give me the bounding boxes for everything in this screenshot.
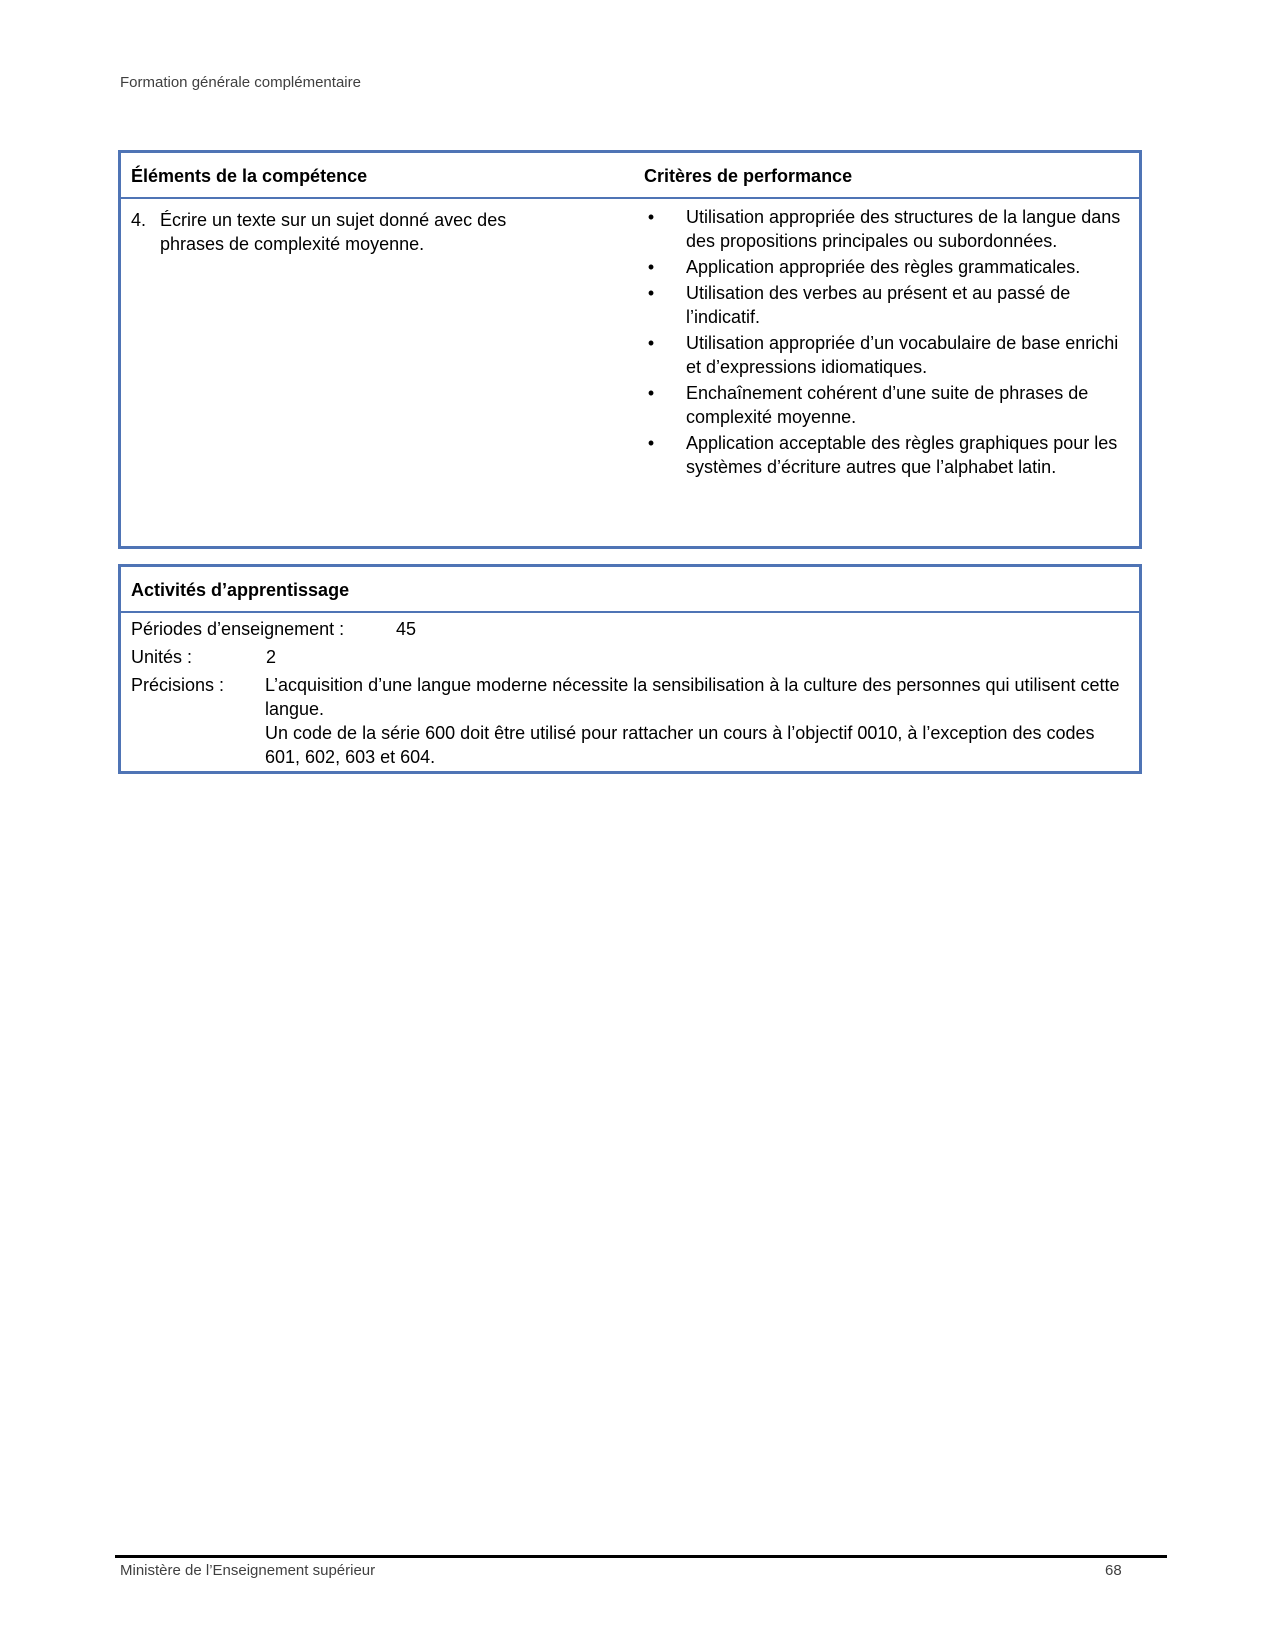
bullet-icon: • [647, 333, 655, 353]
activites-table-header [121, 567, 1139, 613]
unites-label: Unités : [131, 647, 193, 667]
competence-table-header [121, 153, 1139, 199]
bullet-icon: • [647, 383, 655, 403]
footer-divider [115, 1555, 1167, 1558]
critere-item [644, 431, 1134, 479]
criteres-list [644, 205, 1134, 481]
precision-paragraph: Un code de la série 600 doit être utilisé pour rattacher un cours à l’objectif 0010, à l’exception des codes 601, 602, 603 et 604. [265, 723, 1095, 767]
bullet-icon: • [647, 257, 655, 277]
periodes-value: 45 [396, 619, 417, 639]
critere-text: Utilisation appropriée des structures de la langue dans des propositions principales ou subordonnées. [686, 207, 1121, 251]
col-header-elements: Éléments de la compétence [131, 166, 368, 186]
element-number: 4. [131, 210, 147, 230]
precisions-label: Précisions : [131, 675, 225, 695]
footer-ministry: Ministère de l’Enseignement supérieur [120, 1562, 376, 1579]
competence-table [118, 150, 1142, 549]
unites-value: 2 [266, 647, 277, 667]
critere-item [644, 255, 1134, 279]
bullet-icon: • [647, 283, 655, 303]
critere-text: Utilisation appropriée d’un vocabulaire de base enrichi et d’expressions idiomatiques. [686, 333, 1119, 377]
critere-text: Enchaînement cohérent d’une suite de phrases de complexité moyenne. [686, 383, 1089, 427]
critere-item [644, 205, 1134, 253]
element-text: Écrire un texte sur un sujet donné avec des phrases de complexité moyenne. [160, 210, 507, 254]
bullet-icon: • [647, 433, 655, 453]
bullet-icon: • [647, 207, 655, 227]
running-header: Formation générale complémentaire [120, 74, 361, 91]
critere-item [644, 281, 1134, 329]
periodes-label: Périodes d’enseignement : [131, 619, 345, 639]
critere-item [644, 381, 1134, 429]
critere-text: Utilisation des verbes au présent et au passé de l’indicatif. [686, 283, 1071, 327]
critere-text: Application acceptable des règles graphiques pour les systèmes d’écriture autres que l’alphabet latin. [686, 433, 1118, 477]
activites-table [118, 564, 1142, 774]
precision-paragraph: L’acquisition d’une langue moderne nécessite la sensibilisation à la culture des personnes qui utilisent cette langue. [265, 675, 1120, 719]
activites-title: Activités d’apprentissage [131, 580, 350, 600]
col-header-criteres: Critères de performance [644, 166, 853, 186]
critere-text: Application appropriée des règles grammaticales. [686, 257, 1081, 277]
critere-item [644, 331, 1134, 379]
page-number: 68 [1105, 1562, 1122, 1579]
